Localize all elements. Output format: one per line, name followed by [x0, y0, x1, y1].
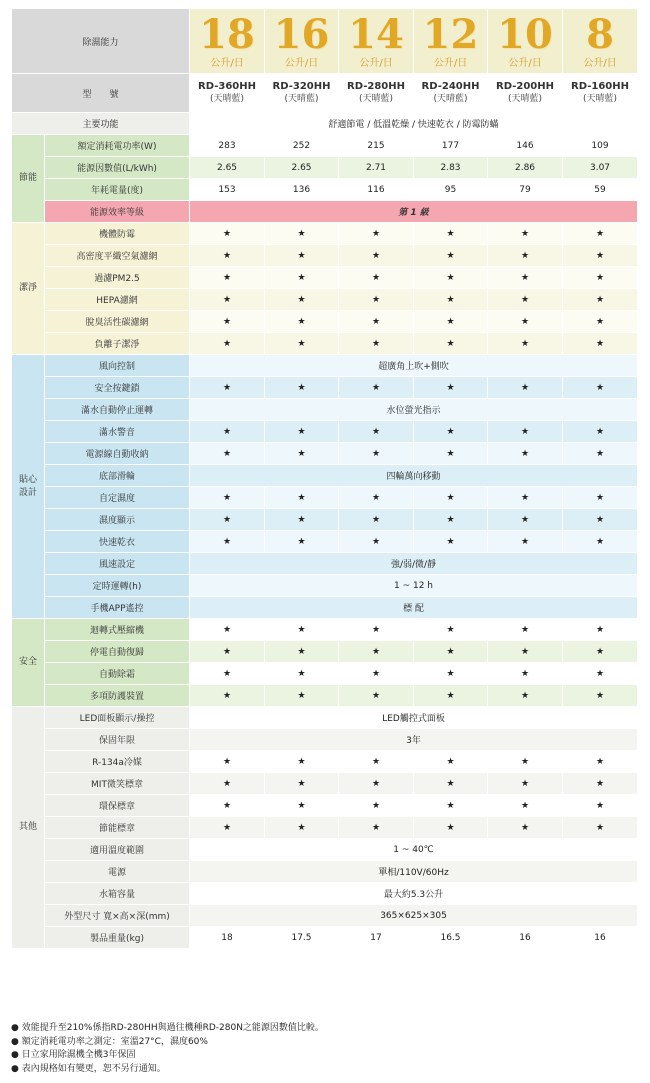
spec-label: 環保標章 — [45, 795, 190, 817]
spec-label: 停電自動復歸 — [45, 641, 190, 663]
spec-row — [12, 487, 638, 509]
star-icon: ★ — [414, 311, 488, 333]
spec-row — [12, 927, 638, 949]
star-icon: ★ — [563, 773, 638, 795]
star-icon: ★ — [414, 795, 488, 817]
star-icon: ★ — [563, 443, 638, 465]
spec-value-merged: 3年 — [190, 729, 638, 751]
spec-label: 電源 — [45, 861, 190, 883]
capacity-value: 10 — [497, 11, 553, 58]
spec-value-merged: 標 配 — [190, 597, 638, 619]
star-icon: ★ — [563, 531, 638, 553]
star-icon: ★ — [339, 773, 414, 795]
spec-row — [12, 773, 638, 795]
spec-row — [12, 861, 638, 883]
capacity-row — [12, 9, 638, 74]
model-name: RD-200HH — [496, 81, 554, 92]
star-icon: ★ — [265, 773, 339, 795]
spec-label: 水箱容量 — [45, 883, 190, 905]
spec-label: 年耗電量(度) — [45, 179, 190, 201]
spec-row — [12, 157, 638, 179]
spec-value: 16.5 — [414, 927, 488, 949]
capacity-unit: 公升/日 — [210, 58, 244, 69]
spec-label: LED面板顯示/操控 — [45, 707, 190, 729]
spec-row — [12, 465, 638, 487]
star-icon: ★ — [265, 795, 339, 817]
star-icon: ★ — [190, 333, 265, 355]
model-type: (天晴藍) — [284, 94, 319, 104]
spec-row — [12, 817, 638, 839]
model-cell — [339, 74, 414, 113]
spec-row — [12, 333, 638, 355]
star-icon: ★ — [488, 377, 563, 399]
star-icon: ★ — [265, 377, 339, 399]
star-icon: ★ — [190, 311, 265, 333]
star-icon: ★ — [563, 817, 638, 839]
star-icon: ★ — [414, 443, 488, 465]
spec-label: 風速設定 — [45, 553, 190, 575]
star-icon: ★ — [414, 663, 488, 685]
model-type: (天晴藍) — [583, 94, 618, 104]
spec-label: HEPA濾網 — [45, 289, 190, 311]
capacity-value: 8 — [586, 11, 614, 58]
spec-table — [11, 8, 638, 949]
spec-label: 保固年限 — [45, 729, 190, 751]
model-name: RD-160HH — [571, 81, 629, 92]
star-icon: ★ — [563, 751, 638, 773]
spec-label: 自動除霜 — [45, 663, 190, 685]
spec-label: 能源效率等級 — [45, 201, 190, 223]
spec-row — [12, 597, 638, 619]
star-icon: ★ — [488, 333, 563, 355]
model-type: (天晴藍) — [508, 94, 543, 104]
spec-label: 額定消耗電功率(W) — [45, 135, 190, 157]
section-design-label: 貼心 設計 — [12, 355, 45, 619]
energy-level-value: 第 1 級 — [190, 201, 638, 223]
capacity-label: 除濕能力 — [12, 9, 190, 74]
model-row — [12, 74, 638, 113]
star-icon: ★ — [563, 267, 638, 289]
spec-table-body — [12, 9, 638, 949]
star-icon: ★ — [265, 817, 339, 839]
spec-value-merged: 365×625×305 — [190, 905, 638, 927]
spec-row — [12, 179, 638, 201]
spec-row — [12, 531, 638, 553]
star-icon: ★ — [339, 267, 414, 289]
spec-label: 過濾PM2.5 — [45, 267, 190, 289]
star-icon: ★ — [265, 245, 339, 267]
star-icon: ★ — [414, 267, 488, 289]
star-icon: ★ — [563, 311, 638, 333]
star-icon: ★ — [265, 223, 339, 245]
spec-value: 2.86 — [488, 157, 563, 179]
spec-value: 17.5 — [265, 927, 339, 949]
star-icon: ★ — [563, 421, 638, 443]
spec-label: R-134a冷媒 — [45, 751, 190, 773]
spec-label: 風向控制 — [45, 355, 190, 377]
section-clean-label: 潔淨 — [12, 223, 45, 355]
spec-value-merged: 四輪萬向移動 — [190, 465, 638, 487]
spec-row — [12, 553, 638, 575]
star-icon: ★ — [563, 685, 638, 707]
capacity-cell — [190, 9, 265, 74]
footnote: ● 效能提升至210%係指RD-280HH與過往機種RD-280N之能源因數值比較。 — [11, 1023, 324, 1033]
spec-label: 電源線自動收納 — [45, 443, 190, 465]
star-icon: ★ — [190, 267, 265, 289]
star-icon: ★ — [563, 377, 638, 399]
star-icon: ★ — [339, 333, 414, 355]
star-icon: ★ — [488, 685, 563, 707]
model-cell — [488, 74, 563, 113]
spec-label: 能源因數值(L/kWh) — [45, 157, 190, 179]
spec-value: 59 — [563, 179, 638, 201]
footnote: ● 額定消耗電功率之測定：室溫27°C，濕度60% — [11, 1036, 208, 1047]
spec-value: 3.07 — [563, 157, 638, 179]
spec-value: 116 — [339, 179, 414, 201]
star-icon: ★ — [190, 509, 265, 531]
star-icon: ★ — [339, 443, 414, 465]
star-icon: ★ — [563, 619, 638, 641]
star-icon: ★ — [339, 487, 414, 509]
spec-row — [12, 311, 638, 333]
star-icon: ★ — [488, 487, 563, 509]
spec-label: 手機APP遙控 — [45, 597, 190, 619]
footnote: ● 表內規格如有變更，恕不另行通知。 — [11, 1063, 166, 1074]
model-name: RD-240HH — [421, 81, 480, 92]
star-icon: ★ — [488, 245, 563, 267]
star-icon: ★ — [414, 641, 488, 663]
star-icon: ★ — [265, 487, 339, 509]
star-icon: ★ — [488, 267, 563, 289]
capacity-value: 18 — [199, 11, 255, 58]
spec-value: 252 — [265, 135, 339, 157]
spec-label: 滿水自動停止運轉 — [45, 399, 190, 421]
model-cell — [563, 74, 638, 113]
capacity-unit: 公升/日 — [284, 58, 319, 69]
main-function-value: 舒適節電 / 低溫乾燥 / 快速乾衣 / 防霉防蟎 — [190, 113, 638, 135]
star-icon: ★ — [265, 443, 339, 465]
spec-row — [12, 289, 638, 311]
spec-value-merged: 水位螢光指示 — [190, 399, 638, 421]
spec-label: 安全按鍵鎖 — [45, 377, 190, 399]
spec-value-merged: 1 ~ 12 h — [190, 575, 638, 597]
star-icon: ★ — [414, 751, 488, 773]
spec-row — [12, 641, 638, 663]
spec-value: 18 — [190, 927, 265, 949]
star-icon: ★ — [414, 333, 488, 355]
star-icon: ★ — [488, 773, 563, 795]
star-icon: ★ — [414, 619, 488, 641]
spec-label: 迴轉式壓縮機 — [45, 619, 190, 641]
star-icon: ★ — [563, 289, 638, 311]
spec-row — [12, 421, 638, 443]
spec-row — [12, 201, 638, 223]
star-icon: ★ — [190, 421, 265, 443]
star-icon: ★ — [563, 245, 638, 267]
spec-row — [12, 377, 638, 399]
star-icon: ★ — [265, 509, 339, 531]
spec-label: 節能標章 — [45, 817, 190, 839]
spec-label: 高密度平織空氣濾網 — [45, 245, 190, 267]
star-icon: ★ — [190, 773, 265, 795]
star-icon: ★ — [339, 641, 414, 663]
star-icon: ★ — [190, 377, 265, 399]
spec-value: 2.65 — [265, 157, 339, 179]
footnotes — [11, 1022, 637, 1076]
spec-label: 濕度顯示 — [45, 509, 190, 531]
spec-label: 適用溫度範圍 — [45, 839, 190, 861]
spec-label: 滿水警音 — [45, 421, 190, 443]
star-icon: ★ — [414, 245, 488, 267]
star-icon: ★ — [265, 751, 339, 773]
spec-label: 底部滑輪 — [45, 465, 190, 487]
model-label: 型 號 — [12, 74, 190, 113]
capacity-value: 16 — [273, 11, 330, 58]
star-icon: ★ — [488, 443, 563, 465]
star-icon: ★ — [339, 245, 414, 267]
model-cell — [190, 74, 265, 113]
spec-row — [12, 223, 638, 245]
spec-row — [12, 443, 638, 465]
spec-row — [12, 245, 638, 267]
spec-value: 177 — [414, 135, 488, 157]
star-icon: ★ — [339, 817, 414, 839]
spec-value: 136 — [265, 179, 339, 201]
star-icon: ★ — [563, 795, 638, 817]
spec-value: 95 — [414, 179, 488, 201]
spec-row — [12, 905, 638, 927]
star-icon: ★ — [339, 795, 414, 817]
section-other-label: 其他 — [12, 707, 45, 949]
star-icon: ★ — [488, 751, 563, 773]
star-icon: ★ — [488, 531, 563, 553]
star-icon: ★ — [414, 685, 488, 707]
spec-value-merged: 最大約5.3公升 — [190, 883, 638, 905]
star-icon: ★ — [190, 641, 265, 663]
star-icon: ★ — [563, 487, 638, 509]
spec-label: 自定濕度 — [45, 487, 190, 509]
spec-label: MIT微笑標章 — [45, 773, 190, 795]
star-icon: ★ — [414, 509, 488, 531]
model-cell — [414, 74, 488, 113]
spec-value-merged: 1 ~ 40℃ — [190, 839, 638, 861]
spec-value: 2.65 — [190, 157, 265, 179]
star-icon: ★ — [190, 223, 265, 245]
spec-value: 2.71 — [339, 157, 414, 179]
spec-value: 79 — [488, 179, 563, 201]
star-icon: ★ — [563, 641, 638, 663]
star-icon: ★ — [339, 421, 414, 443]
capacity-cell — [339, 9, 414, 74]
star-icon: ★ — [339, 377, 414, 399]
capacity-cell — [488, 9, 563, 74]
star-icon: ★ — [414, 487, 488, 509]
star-icon: ★ — [339, 685, 414, 707]
spec-row — [12, 707, 638, 729]
star-icon: ★ — [265, 311, 339, 333]
spec-label: 機體防霉 — [45, 223, 190, 245]
spec-value: 153 — [190, 179, 265, 201]
star-icon: ★ — [488, 619, 563, 641]
spec-value-merged: 超廣角上吹+側吹 — [190, 355, 638, 377]
star-icon: ★ — [488, 421, 563, 443]
capacity-unit: 公升/日 — [359, 58, 393, 69]
star-icon: ★ — [339, 751, 414, 773]
spec-value: 215 — [339, 135, 414, 157]
spec-value: 16 — [488, 927, 563, 949]
spec-value-merged: 強/弱/微/靜 — [190, 553, 638, 575]
spec-value: 283 — [190, 135, 265, 157]
star-icon: ★ — [190, 443, 265, 465]
star-icon: ★ — [488, 663, 563, 685]
model-type: (天晴藍) — [359, 94, 394, 104]
star-icon: ★ — [339, 509, 414, 531]
spec-value: 2.83 — [414, 157, 488, 179]
star-icon: ★ — [414, 817, 488, 839]
spec-row — [12, 685, 638, 707]
spec-row — [12, 795, 638, 817]
spec-row — [12, 619, 638, 641]
capacity-unit: 公升/日 — [508, 58, 542, 69]
star-icon: ★ — [488, 509, 563, 531]
model-cell — [265, 74, 339, 113]
star-icon: ★ — [190, 619, 265, 641]
capacity-cell — [414, 9, 488, 74]
star-icon: ★ — [414, 377, 488, 399]
footnote: ● 日立家用除濕機全機3年保固 — [11, 1050, 136, 1060]
capacity-cell — [265, 9, 339, 74]
star-icon: ★ — [414, 421, 488, 443]
capacity-unit: 公升/日 — [433, 58, 468, 69]
model-type: (天晴藍) — [210, 94, 245, 104]
spec-row — [12, 839, 638, 861]
spec-row — [12, 399, 638, 421]
star-icon: ★ — [339, 223, 414, 245]
star-icon: ★ — [265, 685, 339, 707]
spec-row — [12, 575, 638, 597]
capacity-value: 12 — [422, 11, 479, 58]
star-icon: ★ — [563, 333, 638, 355]
star-icon: ★ — [265, 421, 339, 443]
star-icon: ★ — [488, 817, 563, 839]
main-function-label: 主要功能 — [12, 113, 190, 135]
star-icon: ★ — [488, 311, 563, 333]
spec-label: 外型尺寸 寬×高×深(mm) — [45, 905, 190, 927]
capacity-cell — [563, 9, 638, 74]
spec-row — [12, 729, 638, 751]
spec-value: 16 — [563, 927, 638, 949]
star-icon: ★ — [414, 773, 488, 795]
capacity-unit: 公升/日 — [583, 58, 617, 69]
star-icon: ★ — [190, 795, 265, 817]
spec-label: 多項防護裝置 — [45, 685, 190, 707]
star-icon: ★ — [265, 267, 339, 289]
star-icon: ★ — [488, 795, 563, 817]
spec-value: 146 — [488, 135, 563, 157]
star-icon: ★ — [339, 311, 414, 333]
star-icon: ★ — [190, 685, 265, 707]
star-icon: ★ — [190, 245, 265, 267]
star-icon: ★ — [190, 487, 265, 509]
star-icon: ★ — [339, 289, 414, 311]
star-icon: ★ — [265, 641, 339, 663]
star-icon: ★ — [265, 531, 339, 553]
model-name: RD-280HH — [347, 81, 405, 92]
star-icon: ★ — [339, 663, 414, 685]
section-safety-label: 安全 — [12, 619, 45, 707]
model-type: (天晴藍) — [433, 94, 468, 104]
star-icon: ★ — [563, 663, 638, 685]
spec-row — [12, 883, 638, 905]
spec-label: 製品重量(kg) — [45, 927, 190, 949]
star-icon: ★ — [339, 619, 414, 641]
spec-value-merged: 單相/110V/60Hz — [190, 861, 638, 883]
star-icon: ★ — [488, 223, 563, 245]
spec-label: 快速乾衣 — [45, 531, 190, 553]
star-icon: ★ — [414, 223, 488, 245]
star-icon: ★ — [190, 663, 265, 685]
spec-row — [12, 509, 638, 531]
model-name: RD-360HH — [198, 81, 256, 92]
spec-value: 109 — [563, 135, 638, 157]
star-icon: ★ — [488, 289, 563, 311]
section-energy-label: 節能 — [12, 135, 45, 223]
spec-value: 17 — [339, 927, 414, 949]
model-name: RD-320HH — [272, 81, 331, 92]
spec-row — [12, 135, 638, 157]
capacity-value: 14 — [348, 11, 404, 58]
spec-label: 定時運轉(h) — [45, 575, 190, 597]
star-icon: ★ — [265, 663, 339, 685]
star-icon: ★ — [414, 289, 488, 311]
star-icon: ★ — [563, 223, 638, 245]
spec-row — [12, 751, 638, 773]
star-icon: ★ — [563, 509, 638, 531]
spec-row — [12, 663, 638, 685]
star-icon: ★ — [414, 531, 488, 553]
star-icon: ★ — [265, 333, 339, 355]
spec-row — [12, 267, 638, 289]
star-icon: ★ — [265, 619, 339, 641]
star-icon: ★ — [339, 531, 414, 553]
spec-row — [12, 355, 638, 377]
star-icon: ★ — [190, 751, 265, 773]
star-icon: ★ — [190, 817, 265, 839]
spec-label: 脫臭活性碳濾網 — [45, 311, 190, 333]
star-icon: ★ — [190, 289, 265, 311]
main-function-row — [12, 113, 638, 135]
star-icon: ★ — [265, 289, 339, 311]
star-icon: ★ — [488, 641, 563, 663]
spec-label: 負離子潔淨 — [45, 333, 190, 355]
spec-value-merged: LED觸控式面板 — [190, 707, 638, 729]
star-icon: ★ — [190, 531, 265, 553]
